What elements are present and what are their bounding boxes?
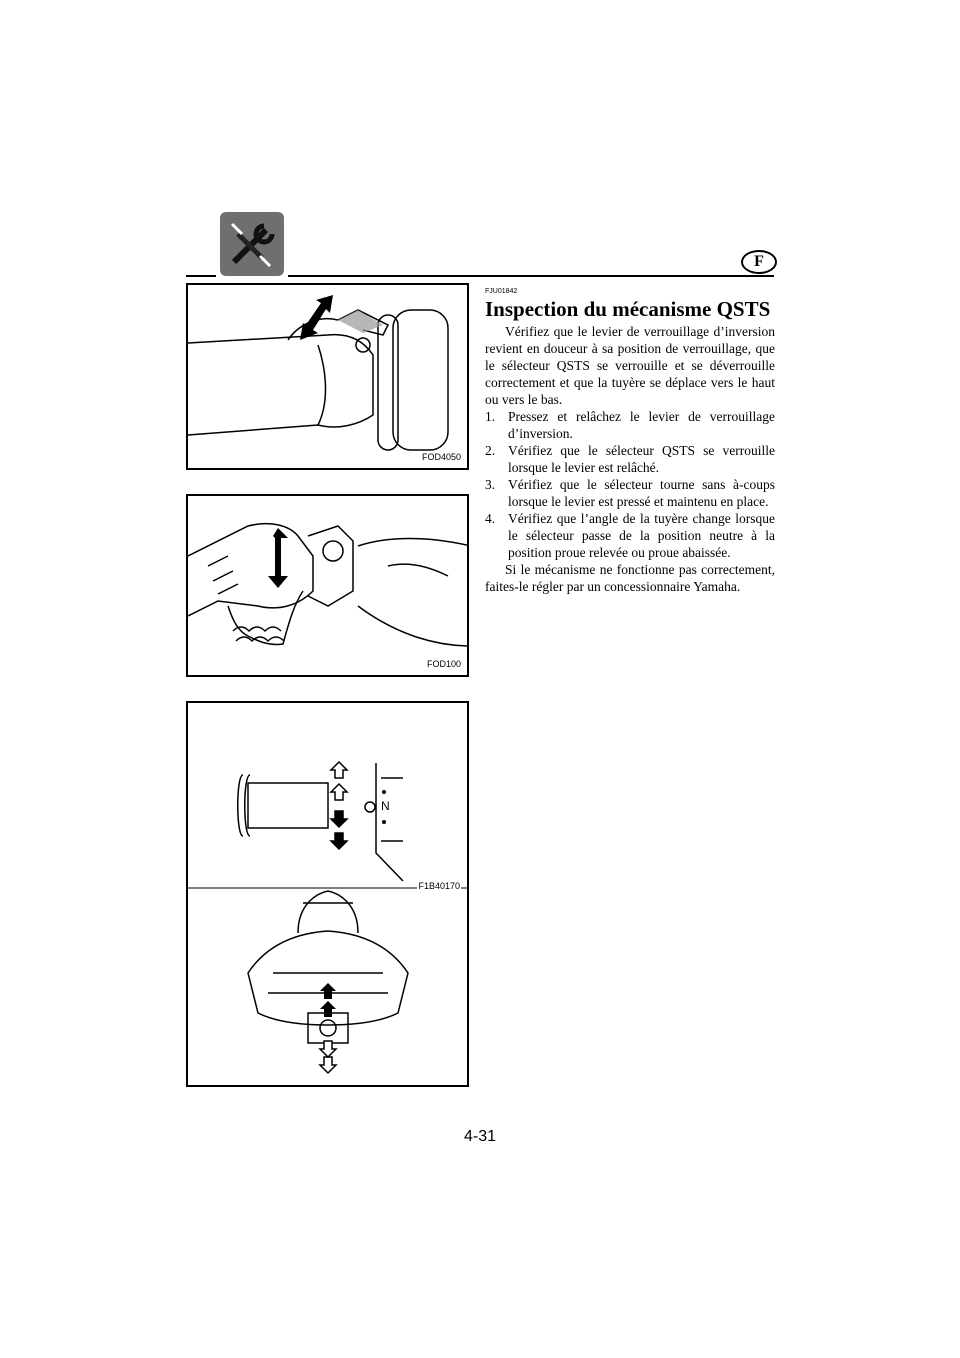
outro-paragraph: Si le mécanisme ne fonctionne pas correctement, faites-le régler par un concessionnaire Yamaha. (485, 562, 775, 594)
figure-lever (186, 283, 469, 470)
list-item (485, 510, 775, 561)
header-rule-left (186, 275, 216, 277)
list-item (485, 442, 775, 476)
step-number: 4. (485, 511, 496, 526)
list-item (485, 408, 775, 442)
body-text (485, 323, 775, 595)
step-text: Vérifiez que le sélecteur tourne sans à-coups lorsque le levier est pressé et maintenu en place. (508, 477, 775, 509)
page-number: 4-31 (463, 1128, 497, 1145)
figure-code: FOD4050 (421, 452, 461, 462)
step-number: 3. (485, 477, 496, 492)
handlebar-lever-illustration (188, 285, 469, 470)
figure-qsts-diagram (186, 701, 469, 1087)
section-code: FJU01842 (485, 288, 518, 295)
header-rule-right (288, 275, 774, 277)
steps-list (485, 408, 775, 561)
figure-hand-grip (186, 494, 469, 677)
intro-paragraph: Vérifiez que le levier de verrouillage d’inversion revient en douceur à sa position de verrouillage, que le sélecteur QSTS se verrouille et se déverrouille correctement et que la tuyère se déplace vers le haut ou vers le bas. (485, 324, 775, 407)
list-item (485, 476, 775, 510)
step-text: Pressez et relâchez le levier de verrouillage d’inversion. (508, 409, 775, 441)
tools-icon (220, 212, 284, 276)
step-number: 1. (485, 409, 496, 424)
hand-on-grip-illustration (188, 496, 469, 677)
step-text: Vérifiez que le sélecteur QSTS se verrouille lorsque le levier est relâché. (508, 443, 775, 475)
neutral-label: N (381, 799, 390, 813)
qsts-selector-diagram (188, 703, 469, 1087)
step-number: 2. (485, 443, 496, 458)
figure-code: FOD100 (426, 659, 461, 669)
step-text: Vérifiez que l’angle de la tuyère change lorsque le sélecteur passe de la position neutre à la position proue relevée ou proue abaissée. (508, 511, 775, 560)
language-badge: F (741, 250, 777, 274)
figure-code: F1B40170 (418, 881, 460, 891)
page-title: Inspection du mécanisme QSTS (485, 297, 771, 321)
